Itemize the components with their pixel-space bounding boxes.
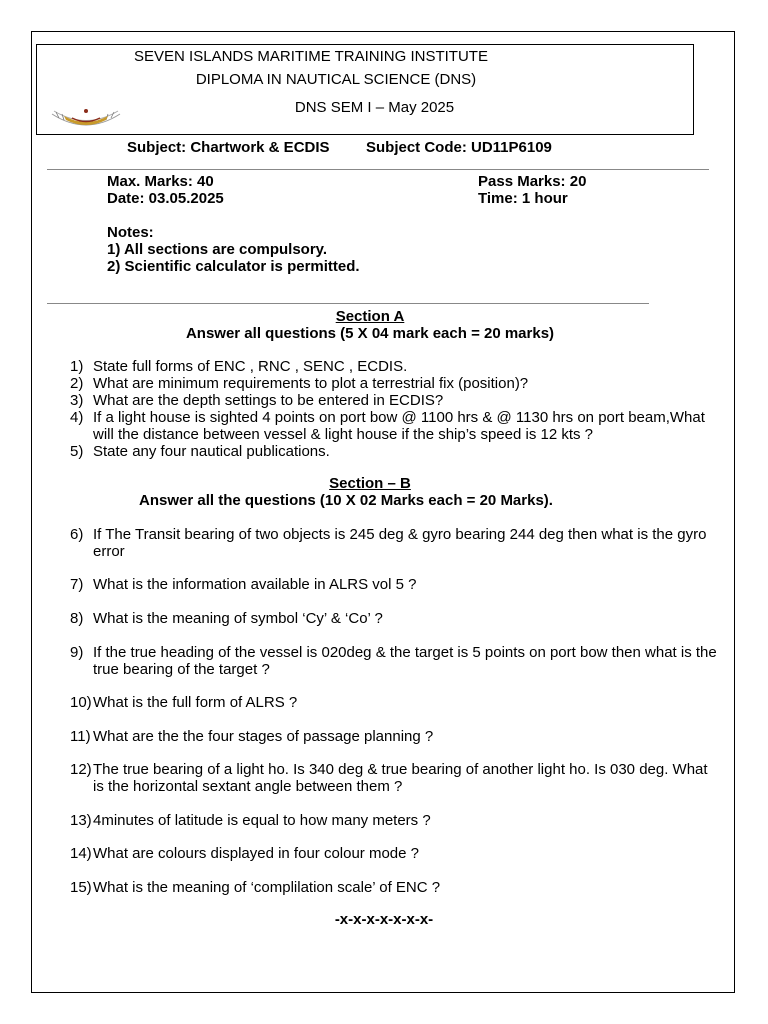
program-name: DIPLOMA IN NAUTICAL SCIENCE (DNS) xyxy=(195,71,477,88)
question-item: 9) If the true heading of the vessel is 020deg & the target is 5 points on port bow then what is the true bearing of the target ? xyxy=(70,644,717,678)
section-a-instruction: Answer all questions (5 X 04 mark each = 20 marks) xyxy=(185,325,555,342)
section-a-title: Section A xyxy=(335,308,405,325)
subject-code: Subject Code: UD11P6109 xyxy=(366,139,552,156)
question-item: 15) What is the meaning of ‘complilation scale’ of ENC ? xyxy=(70,879,441,896)
question-item: 6) If The Transit bearing of two objects is 245 deg & gyro bearing 244 deg then what is the gyro error xyxy=(70,526,707,560)
question-item: 10) What is the full form of ALRS ? xyxy=(70,694,298,711)
section-b-instruction: Answer all the questions (10 X 02 Marks each = 20 Marks). xyxy=(139,492,553,509)
end-mark: -x-x-x-x-x-x-x- xyxy=(334,911,434,928)
institute-name: SEVEN ISLANDS MARITIME TRAINING INSTITUTE xyxy=(134,48,488,65)
question-item: 1) State full forms of ENC , RNC , SENC , ECDIS. xyxy=(70,358,408,375)
question-item: 8) What is the meaning of symbol ‘Cy’ & ‘Co’ ? xyxy=(70,610,383,627)
question-item: 3) What are the depth settings to be entered in ECDIS? xyxy=(70,392,444,409)
exam-title: DNS SEM I – May 2025 xyxy=(294,99,455,116)
question-item: 12) The true bearing of a light ho. Is 340 deg & true bearing of another light ho. Is 030 deg. What is the horizontal sextant angle between them ? xyxy=(70,761,708,795)
note-item: 1) All sections are compulsory. xyxy=(107,241,328,258)
question-item: 14) What are colours displayed in four colour mode ? xyxy=(70,845,420,862)
section-b-title: Section – B xyxy=(329,475,411,492)
exam-date: Date: 03.05.2025 xyxy=(107,190,224,207)
question-item: 5) State any four nautical publications. xyxy=(70,443,330,460)
subject-name: Subject: Chartwork & ECDIS xyxy=(127,139,330,156)
max-marks: Max. Marks: 40 xyxy=(107,173,214,190)
question-item: 11) What are the the four stages of passage planning ? xyxy=(70,728,434,745)
question-item: 13) 4minutes of latitude is equal to how many meters ? xyxy=(70,812,431,829)
divider-notes xyxy=(47,303,649,304)
question-item: 4) If a light house is sighted 4 points on port bow @ 1100 hrs & @ 1130 hrs on port beam,What will the distance between vessel & light house if the ship’s speed is 12 kts ? xyxy=(70,409,705,443)
institute-seal-icon xyxy=(50,106,122,130)
divider-top xyxy=(47,169,709,170)
notes-title: Notes: xyxy=(107,224,154,241)
pass-marks: Pass Marks: 20 xyxy=(478,173,587,190)
exam-time: Time: 1 hour xyxy=(478,190,568,207)
note-item: 2) Scientific calculator is permitted. xyxy=(107,258,360,275)
question-item: 7) What is the information available in ALRS vol 5 ? xyxy=(70,576,417,593)
question-item: 2) What are minimum requirements to plot a terrestrial fix (position)? xyxy=(70,375,529,392)
